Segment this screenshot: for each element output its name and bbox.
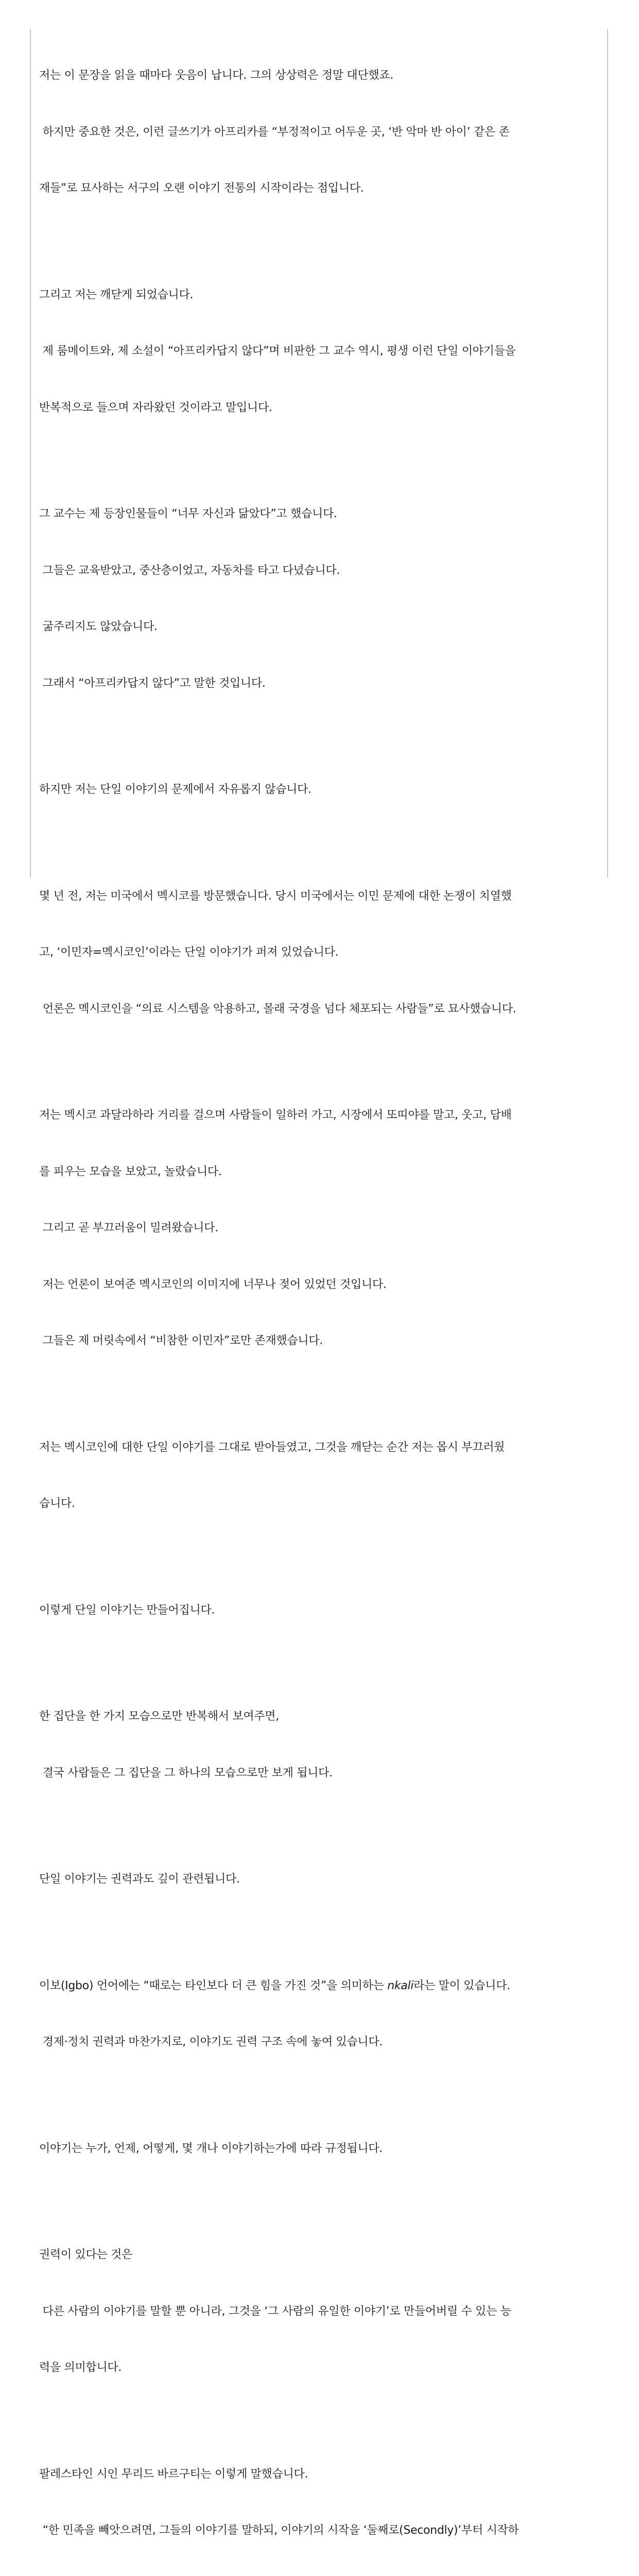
text-line: 저는 멕시코인에 대한 단일 이야기를 그대로 받아들였고, 그것을 깨닫는 순간 저는 몹시 부끄러웠	[39, 1438, 606, 1458]
nkali-before: 이보(Igbo) 언어에는 “때로는 타인보다 더 큰 힘을 가진 것”을 의미하는	[39, 1979, 387, 1992]
text-line: 저는 멕시코 과달라하라 거리를 걸으며 사람들이 일하러 가고, 시장에서 또띠야를 말고, 웃고, 담배	[39, 1106, 606, 1125]
text-line: 이야기는 누가, 언제, 어떻게, 몇 개나 이야기하는가에 따라 규정됩니다.	[39, 2140, 606, 2159]
text-line: 권력이 있다는 것은	[39, 2246, 606, 2265]
text-line: 팔레스타인 시인 무리드 바르구티는 이렇게 말했습니다.	[39, 2465, 606, 2484]
text-line: 습니다.	[39, 1495, 606, 1514]
text-line: 그리고 곧 부끄러움이 밀려왔습니다.	[39, 1219, 606, 1238]
paragraph-1	[39, 29, 606, 236]
paragraph-9	[39, 1670, 606, 1820]
paragraph-14	[39, 2428, 606, 2576]
text-line: 반복적으로 들으며 자라왔던 것이라고 말입니다.	[39, 399, 606, 418]
text-line: 그래서 “아프리카답지 않다”고 말한 것입니다.	[39, 674, 606, 693]
text-line-nkali	[39, 1977, 606, 1996]
text-line: 경제·정치 권력과 마찬가지로, 이야기도 권력 구조 속에 놓여 있습니다.	[39, 2033, 606, 2052]
text-line: “한 민족을 빼앗으려면, 그들의 이야기를 말하되, 이야기의 시작을 ‘둘째로(Secondly)’부터 시작하	[39, 2521, 606, 2540]
text-line: 결국 사람들은 그 집단을 그 하나의 모습으로만 보게 됩니다.	[39, 1764, 606, 1783]
text-line: 이렇게 단일 이야기는 만들어집니다.	[39, 1601, 606, 1620]
text-line: 고, ‘이민자=멕시코인’이라는 단일 이야기가 퍼져 있었습니다.	[39, 943, 606, 962]
text-line: 하지만 중요한 것은, 이런 글쓰기가 아프리카를 “부정적이고 어두운 곳, ‘반 악마 반 아이’ 같은 존	[39, 123, 606, 142]
text-line: 하지만 저는 단일 이야기의 문제에서 자유롭지 않습니다.	[39, 781, 606, 800]
text-line: 재들”로 묘사하는 서구의 오랜 이야기 전통의 시작이라는 점입니다.	[39, 179, 606, 198]
nkali-word: nkali	[387, 1979, 413, 1992]
paragraph-5	[39, 850, 606, 1057]
text-line: 저는 이 문장을 읽을 때마다 웃음이 납니다. 그의 상상력은 정말 대단했죠.	[39, 66, 606, 86]
paragraph-2	[39, 248, 606, 455]
paragraph-7	[39, 1401, 606, 1551]
text-line: 제 룸메이트와, 제 소설이 “아프리카답지 않다”며 비판한 그 교수 역시, 평생 이런 단일 이야기들을	[39, 342, 606, 361]
text-line: 저는 언론이 보여준 멕시코인의 이미지에 너무나 젖어 있었던 것입니다.	[39, 1276, 606, 1295]
text-line: 몇 년 전, 저는 미국에서 멕시코를 방문했습니다. 당시 미국에서는 이민 문제에 대한 논쟁이 치열했	[39, 887, 606, 906]
paragraph-11	[39, 1939, 606, 2090]
text-line: 다른 사람의 이야기를 말할 뿐 아니라, 그것을 ‘그 사람의 유일한 이야기’로 만들어버릴 수 있는 능	[39, 2302, 606, 2321]
paragraph-3	[39, 467, 606, 731]
text-line: 를 피우는 모습을 보았고, 놀랐습니다.	[39, 1163, 606, 1182]
paragraph-13	[39, 2208, 606, 2415]
text-line: 그리고 저는 깨닫게 되었습니다.	[39, 286, 606, 305]
text-line: 단일 이야기는 권력과도 깊이 관련됩니다.	[39, 1870, 606, 1889]
text-line: 언론은 멕시코인을 “의료 시스템을 악용하고, 몰래 국경을 넘다 체포되는 사람들”로 묘사했습니다.	[39, 1000, 606, 1019]
paragraph-10	[39, 1833, 606, 1927]
paragraph-6	[39, 1069, 606, 1388]
paragraph-4	[39, 743, 606, 837]
document-body	[39, 29, 606, 2576]
nkali-after: 라는 말이 있습니다.	[413, 1979, 510, 1992]
page-border-right	[607, 29, 608, 878]
page-border-left	[30, 29, 31, 878]
text-line: 그들은 제 머릿속에서 “비참한 이민자”로만 존재했습니다.	[39, 1332, 606, 1351]
text-line: 굶주리지도 않았습니다.	[39, 618, 606, 637]
text-line: 그 교수는 제 등장인물들이 “너무 자신과 닮았다”고 했습니다.	[39, 505, 606, 524]
paragraph-8	[39, 1564, 606, 1658]
paragraph-12	[39, 2102, 606, 2196]
text-line: 그들은 교육받았고, 중산층이었고, 자동차를 타고 다녔습니다.	[39, 562, 606, 581]
text-line: 한 집단을 한 가지 모습으로만 반복해서 보여주면,	[39, 1707, 606, 1726]
text-line: 력을 의미합니다.	[39, 2359, 606, 2378]
